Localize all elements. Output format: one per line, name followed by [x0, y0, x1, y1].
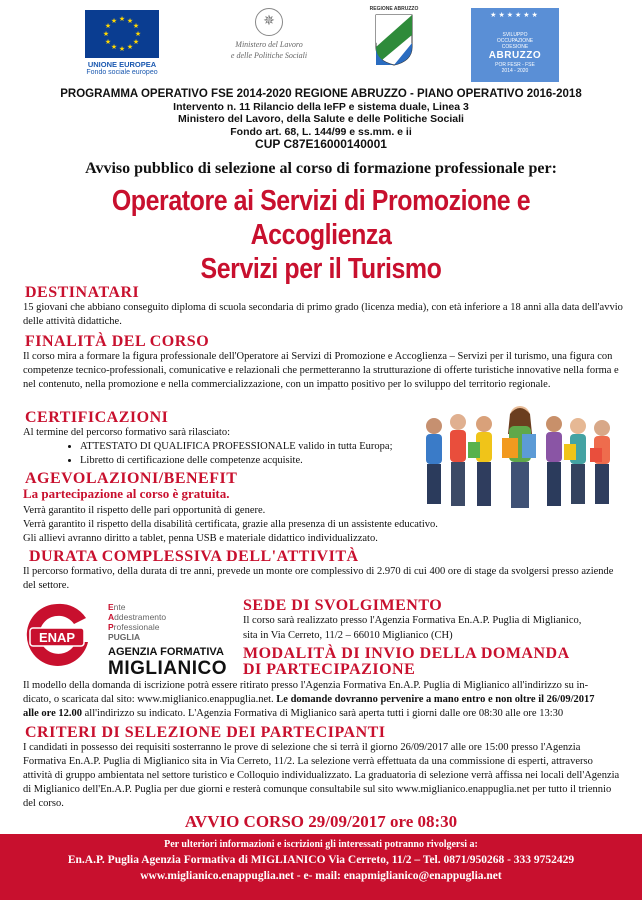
- destinatari-text: 15 giovani che abbiano conseguito diploma di scuola secondaria di primo grado (licenza media), con età inferiore a 18 anni alla data dell'avvio delle attività didattiche.: [23, 302, 623, 327]
- svg-text:★: ★: [110, 43, 118, 51]
- abruzzo-logo: [368, 6, 420, 72]
- certificazioni-intro: Al termine del percorso formativo sarà rilasciato:: [23, 427, 231, 438]
- republic-emblem-icon: ✵: [255, 8, 283, 36]
- modalita-heading-1: MODALITÀ DI INVIO DELLA DOMANDA: [243, 645, 570, 662]
- eu-label: UNIONE EUROPEA: [87, 60, 157, 69]
- course-title-line-1: Operatore ai Servizi di Promozione e Accoglienza: [111, 185, 531, 251]
- sede-line-1: Il corso sarà realizzato presso l'Agenzia Formativa En.A.P. Puglia di Miglianico,: [243, 615, 582, 626]
- fse-abruzzo-logo: [471, 8, 559, 82]
- certificazioni-heading: CERTIFICAZIONI: [25, 409, 169, 426]
- fse-label-1: SVILUPPO: [502, 32, 528, 38]
- stars-icon: ★★★★★★: [490, 12, 540, 19]
- durata-text: Il percorso formativo, della durata di tre anni, prevede un monte ore complessivo di 2.970 di cui 400 ore di stage da svolgersi presso aziende del settore.: [23, 566, 614, 591]
- enap-agency-label: AGENZIA FORMATIVA: [108, 646, 224, 658]
- enap-badge-text: ENAP: [38, 630, 76, 645]
- destinatari-heading: DESTINATARI: [25, 284, 140, 301]
- svg-text:★: ★: [104, 38, 112, 46]
- modalita-line-3-b: all'indirizzo su indicato. L'Agenzia Formativa di Miglianico sarà aperta tutti i giorni dalle ore 08:30 alle ore 13:30: [84, 708, 564, 719]
- criteri-heading: CRITERI DI SELEZIONE DEI PARTECIPANTI: [25, 724, 386, 741]
- abruzzo-shield-icon: [374, 13, 414, 67]
- enap-letter-e: E: [108, 602, 114, 612]
- notice-intro: Avviso pubblico di selezione al corso di formazione professionale per:: [85, 160, 557, 177]
- durata-heading: DURATA COMPLESSIVA DELL'ATTIVITÀ: [29, 548, 359, 565]
- program-line-3: Ministero del Lavoro, della Salute e delle Politiche Sociali: [178, 113, 464, 125]
- enap-word-4: PUGLIA: [108, 632, 141, 642]
- svg-text:★: ★: [132, 22, 140, 30]
- modalita-line-2-a: dicato, o scaricata dal sito: www.miglianico.enappuglia.net.: [23, 694, 274, 705]
- agevolazioni-line-3: Gli allievi avranno diritto a tablet, penna USB e materiale didattico individualizzato.: [23, 533, 378, 544]
- enap-letter-p: P: [108, 622, 114, 632]
- sede-line-2: sita in Via Cerreto, 11/2 – 66010 Miglianico (CH): [243, 630, 453, 641]
- footer-line-1: Per ulteriori informazioni e iscrizioni gli interessati potranno rivolgersi a:: [164, 839, 478, 850]
- fse-label-4: POR FESR - FSE: [495, 62, 535, 68]
- certificazioni-list: [60, 440, 393, 468]
- program-line-4: Fondo art. 68, L. 144/99 e ss.mm. e ii: [230, 125, 412, 138]
- modalita-deadline: Le domande dovranno pervenire a mano entro e non oltre il 26/09/2017: [276, 694, 595, 705]
- ministry-logo: [214, 8, 324, 61]
- svg-text:★: ★: [104, 22, 112, 30]
- students-photo: [414, 404, 624, 512]
- modalita-deadline-time: alle ore 12.00: [23, 708, 83, 719]
- finalita-text: Il corso mira a formare la figura professionale dell'Operatore ai Servizi di Promozione e Accoglienza – Servizi per il turismo, una figura con competenze tecnico-professionali, comunicative e relazionali che permetteranno la strutturazione di offerte turistiche innovative nella forma e nel contenuto, nella promozione e nella commercializzazione, con un impatto positivo per lo sviluppo del territorio regionale.: [23, 351, 619, 390]
- svg-text:★: ★: [126, 43, 134, 51]
- modalita-heading-2: DI PARTECIPAZIONE: [243, 661, 416, 678]
- fse-label-2: OCCUPAZIONE: [496, 38, 534, 44]
- eu-sublabel: Fondo sociale europeo: [86, 69, 158, 76]
- agevolazioni-heading: AGEVOLAZIONI/BENEFIT: [25, 470, 238, 487]
- modalita-line-3: [23, 707, 627, 721]
- eu-flag-icon: [85, 10, 159, 58]
- svg-text:★: ★: [102, 30, 110, 38]
- agevolazioni-line-1: Verrà garantito il rispetto delle pari opportunità di genere.: [23, 505, 266, 516]
- svg-text:★: ★: [134, 30, 142, 38]
- enap-word-2: ddestramento: [114, 612, 167, 622]
- footer-line-2: En.A.P. Puglia Agenzia Formativa di MIGLIANICO Via Cerreto, 11/2 – Tel. 0871/950268 - 333 9752429: [67, 854, 575, 866]
- enap-town-label: MIGLIANICO: [108, 658, 227, 679]
- agevolazioni-free-note: La partecipazione al corso è gratuita.: [23, 486, 230, 501]
- enap-logo: [20, 602, 235, 678]
- finalita-heading: FINALITÀ DEL CORSO: [25, 333, 210, 350]
- course-title-line-2: Servizi per il Turismo: [200, 253, 442, 285]
- enap-badge-icon: [24, 602, 90, 670]
- svg-text:★: ★: [110, 17, 118, 25]
- program-line-1: PROGRAMMA OPERATIVO FSE 2014-2020 REGIONE ABRUZZO - PIANO OPERATIVO 2016-2018: [60, 88, 582, 100]
- course-title: [45, 184, 597, 286]
- contact-footer: [0, 834, 642, 900]
- footer-line-3: www.miglianico.enappuglia.net - e- mail: enapmiglianico@enappuglia.net: [140, 870, 502, 882]
- criteri-text: I candidati in possesso dei requisiti sosterranno le prove di selezione che si terrà il giorno 26/09/2017 alle ore 15:00 presso l'Agenzia Formativa En.A.P. Puglia di Miglianico sita in Via Cerreto, 11/2. La selezione verrà effettuata da una commissione di esperti, attraverso attività di gruppo ambientata nel settore turistico e Colloquio individualizzato. La graduatoria di selezione verrà affissa nei locali dell'Agenzia di Miglianico dell'En.A.P. Puglia per due giorni e resterà comunque consultabile sul sito www.miglianico.enappuglia.net per tutto il triennio del corso.: [23, 742, 620, 809]
- enap-word-3: rofessionale: [113, 622, 160, 632]
- enap-acronym-words: [108, 602, 166, 642]
- region-label: REGIONE ABRUZZO: [369, 6, 419, 12]
- enap-word-1: nte: [113, 602, 126, 612]
- fse-label-3: COESIONE: [501, 44, 529, 50]
- enap-letter-a: A: [108, 612, 115, 622]
- list-item: • ATTESTATO DI QUALIFICA PROFESSIONALE valido in tutta Europa;: [80, 440, 393, 454]
- modalita-line-1: Il modello della domanda di iscrizione potrà essere ritirato presso l'Agenzia Formativa En.A.P. Puglia di Miglianico all'indirizzo su in-: [23, 680, 589, 691]
- list-item: • Libretto di certificazione delle competenze acquisite.: [80, 454, 393, 468]
- ministry-label-1: Ministero del Lavoro: [235, 40, 303, 49]
- fse-label-5: 2014 - 2020: [501, 68, 529, 74]
- modalita-line-2: [23, 693, 627, 707]
- program-header: [0, 88, 642, 151]
- svg-text:★: ★: [118, 45, 126, 53]
- agevolazioni-line-2: Verrà garantito il rispetto della disabilità certificata, grazie alla presenza di un assistente educativo.: [23, 519, 438, 530]
- course-start: AVVIO CORSO 29/09/2017 ore 08:30: [184, 812, 458, 831]
- program-line-2: Intervento n. 11 Rilancio della IeFP e sistema duale, Linea 3: [173, 100, 469, 113]
- cup-code: CUP C87E16000140001: [255, 137, 387, 151]
- ministry-label-2: e delle Politiche Sociali: [230, 51, 308, 60]
- svg-text:★: ★: [126, 17, 134, 25]
- sede-heading: SEDE DI SVOLGIMENTO: [243, 597, 443, 614]
- svg-text:★: ★: [132, 38, 140, 46]
- logo-bar: [0, 6, 642, 84]
- fse-label-big: ABRUZZO: [488, 50, 542, 61]
- eu-logo: [82, 10, 162, 77]
- svg-text:★: ★: [118, 15, 126, 23]
